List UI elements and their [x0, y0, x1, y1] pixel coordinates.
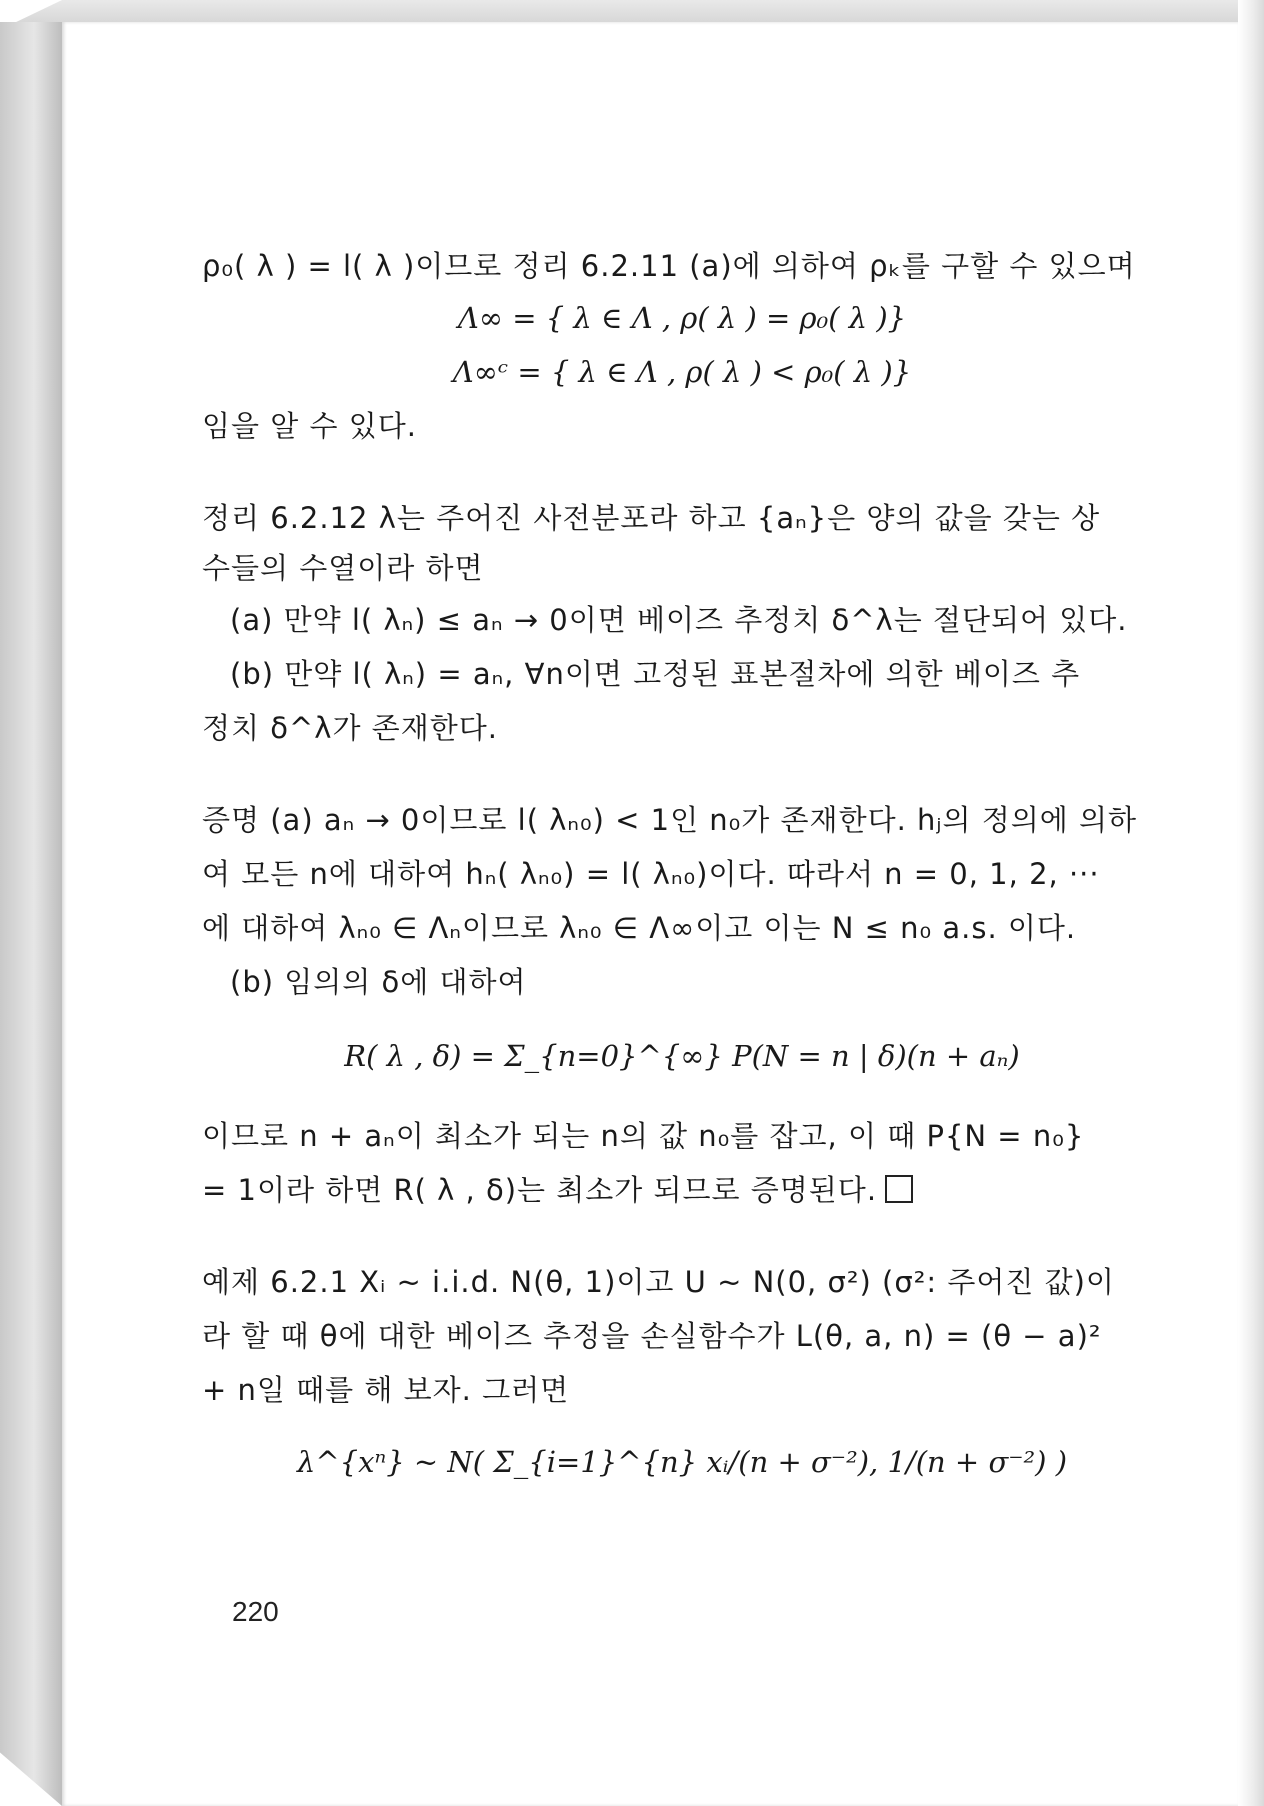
theorem-6-2-12-line-2: 수들의 수열이라 하면	[202, 551, 484, 585]
book-page	[62, 22, 1238, 1806]
proof-line-6: 이므로 n + aₙ이 최소가 되는 n의 값 n₀를 잡고, 이 때 P{N = n₀}	[202, 1119, 1085, 1153]
page-number: 220	[232, 1596, 279, 1627]
theorem-part-b-line-2: 정치 δ^λ가 존재한다.	[202, 711, 498, 745]
equation-lambda-infinity: Λ∞ = { λ ∈ Λ , ρ( λ ) = ρ₀( λ )}	[457, 301, 907, 335]
theorem-6-2-12-line-1: 정리 6.2.12 λ는 주어진 사전분포라 하고 {aₙ}은 양의 값을 갖는 상	[202, 501, 1101, 535]
theorem-part-b-line-1: (b) 만약 l( λₙ) = aₙ, ∀n이면 고정된 표본절차에 의한 베이즈 추	[230, 657, 1081, 691]
proof-line-7	[202, 1172, 913, 1208]
equation-posterior: λ^{xⁿ} ~ N( Σ_{i=1}^{n} xᵢ/(n + σ⁻²), 1/(n + σ⁻²) )	[296, 1445, 1068, 1479]
proof-line-1: 증명 (a) aₙ → 0이므로 l( λₙ₀) < 1인 n₀가 존재한다. hⱼ의 정의에 의하	[202, 803, 1137, 837]
theorem-part-a: (a) 만약 l( λₙ) ≤ aₙ → 0이면 베이즈 추정치 δ^λ는 절단되어 있다.	[230, 603, 1128, 637]
text-line-4: 임을 알 수 있다.	[202, 409, 417, 443]
example-6-2-1-line-3: + n일 때를 해 보자. 그러면	[202, 1373, 570, 1407]
proof-part-b: (b) 임의의 δ에 대하여	[230, 965, 527, 999]
book-left-edge	[0, 22, 62, 1806]
example-6-2-1-line-1: 예제 6.2.1 Xᵢ ~ i.i.d. N(θ, 1)이고 U ~ N(0, σ²) (σ²: 주어진 값)이	[202, 1265, 1115, 1299]
equation-risk: R( λ , δ) = Σ_{n=0}^{∞} P(N = n | δ)(n + aₙ)	[344, 1039, 1020, 1073]
equation-lambda-infinity-complement: Λ∞ᶜ = { λ ∈ Λ , ρ( λ ) < ρ₀( λ )}	[452, 355, 912, 389]
text-line-1: ρ₀( λ ) = l( λ )이므로 정리 6.2.11 (a)에 의하여 ρₖ를 구할 수 있으며	[202, 249, 1136, 283]
qed-box-icon	[885, 1175, 913, 1203]
book-top-edge	[12, 0, 1264, 24]
proof-line-3: 에 대하여 λₙ₀ ∈ Λₙ이므로 λₙ₀ ∈ Λ∞이고 이는 N ≤ n₀ a.s. 이다.	[202, 911, 1077, 945]
proof-line-7-text: = 1이라 하면 R( λ , δ)는 최소가 되므로 증명된다.	[202, 1173, 878, 1207]
proof-line-2: 여 모든 n에 대하여 hₙ( λₙ₀) = l( λₙ₀)이다. 따라서 n = 0, 1, 2, ···	[202, 857, 1100, 891]
example-6-2-1-line-2: 라 할 때 θ에 대한 베이즈 추정을 손실함수가 L(θ, a, n) = (θ − a)²	[202, 1319, 1102, 1353]
book-right-edge	[1238, 0, 1264, 1806]
